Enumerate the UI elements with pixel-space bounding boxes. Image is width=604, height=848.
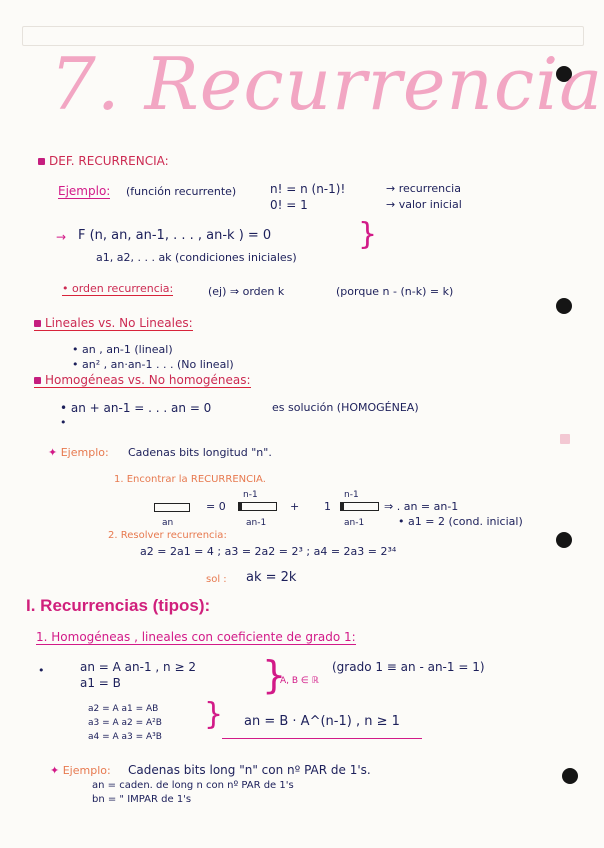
ejemplo2-label: Ejemplo: bbox=[60, 446, 109, 459]
box-lab-an1: an-1 bbox=[246, 518, 267, 528]
arrow-icon: → bbox=[56, 230, 67, 244]
page-title: 7. Recurrencia bbox=[50, 42, 604, 126]
box-eq-a: = 0 bbox=[206, 500, 226, 513]
box-result2-text: a1 = 2 (cond. inicial) bbox=[408, 515, 523, 528]
homog-heading-text: Homogéneas vs. No homogéneas: bbox=[45, 373, 251, 387]
def-heading-text: DEF. RECURRENCIA: bbox=[49, 154, 169, 168]
ejemplo2-line: ✦ Ejemplo: bbox=[48, 446, 109, 459]
ej3-bn: bn = " IMPAR de 1's bbox=[92, 794, 192, 805]
bit-string-box bbox=[238, 502, 277, 511]
ejemplo1-eq1-note: → recurrencia bbox=[386, 182, 461, 195]
box-result2: • a1 = 2 (cond. inicial) bbox=[398, 515, 523, 528]
box-top2: n-1 bbox=[344, 490, 359, 500]
ejemplo1-eq2: 0! = 1 bbox=[270, 198, 308, 212]
brace-icon: } bbox=[358, 217, 378, 252]
lineales-heading bbox=[34, 316, 193, 331]
sub1-eq1: an = A an-1 , n ≥ 2 bbox=[80, 660, 196, 674]
box-result1: ⇒ . an = an-1 bbox=[384, 500, 459, 513]
sub1-params: A, B ∈ ℝ bbox=[280, 676, 319, 686]
lineales-heading-text: Lineales vs. No Lineales: bbox=[45, 316, 193, 330]
punch-hole bbox=[562, 768, 578, 784]
orden-label-text: orden recurrencia: bbox=[72, 282, 174, 295]
step2: 2. Resolver recurrencia: bbox=[108, 530, 227, 541]
bullet-icon bbox=[38, 158, 45, 165]
section-heading: I. Recurrencias (tipos): bbox=[26, 596, 211, 615]
box-eq-plus: + bbox=[290, 500, 300, 513]
margin-tab bbox=[560, 434, 570, 444]
orden-note: (porque n - (n-k) = k) bbox=[336, 285, 454, 298]
ejemplo1-text: (función recurrente) bbox=[126, 185, 237, 198]
empty-bullet: • bbox=[60, 416, 67, 429]
brace-icon: } bbox=[262, 653, 287, 697]
initial-conditions: a1, a2, . . . ak (condiciones iniciales) bbox=[96, 251, 297, 264]
sol-eq: ak = 2k bbox=[246, 570, 297, 585]
ejemplo3-text: Cadenas bits long "n" con nº PAR de 1's. bbox=[128, 763, 371, 777]
subsection-heading: 1. Homogéneas , lineales con coeficiente de grado 1: bbox=[36, 630, 356, 644]
nolineal-example-text: an² , an·an-1 . . . (No lineal) bbox=[82, 358, 234, 371]
dot: • bbox=[38, 664, 45, 677]
homog-example-text: an + an-1 = . . . an = 0 bbox=[70, 401, 212, 415]
ejemplo1-label: Ejemplo: bbox=[58, 184, 111, 198]
sub1-c1: a2 = A a1 = AB bbox=[88, 704, 159, 714]
bit-string-box bbox=[154, 503, 190, 512]
lineal-example: • an , an-1 (lineal) bbox=[72, 343, 173, 356]
homog-note: es solución (HOMOGÉNEA) bbox=[272, 401, 419, 414]
ejemplo2-text: Cadenas bits longitud "n". bbox=[128, 446, 272, 459]
lineal-example-text: an , an-1 (lineal) bbox=[82, 343, 173, 356]
box-eq-one: 1 bbox=[324, 500, 331, 513]
sub1-eq2: a1 = B bbox=[80, 676, 121, 690]
box-lab-an: an bbox=[162, 518, 174, 528]
brace-icon: } bbox=[204, 697, 224, 732]
bullet-icon bbox=[34, 377, 41, 384]
result-underline bbox=[222, 738, 422, 739]
orden-text: (ej) ⇒ orden k bbox=[208, 285, 285, 298]
bullet-icon bbox=[34, 320, 41, 327]
box-top1: n-1 bbox=[243, 490, 258, 500]
punch-hole bbox=[556, 298, 572, 314]
box-lab-an1b: an-1 bbox=[344, 518, 365, 528]
homog-heading bbox=[34, 373, 251, 388]
step2-eq: a2 = 2a1 = 4 ; a3 = 2a2 = 2³ ; a4 = 2a3 = 2³⁴ bbox=[140, 545, 397, 558]
ejemplo1-eq2-note: → valor inicial bbox=[386, 198, 462, 211]
general-form: F (n, an, an-1, . . . , an-k ) = 0 bbox=[78, 228, 272, 243]
sub1-result: an = B · A^(n-1) , n ≥ 1 bbox=[244, 714, 400, 729]
punch-hole bbox=[556, 532, 572, 548]
sub1-c2: a3 = A a2 = A²B bbox=[88, 718, 162, 728]
orden-label: • orden recurrencia: bbox=[62, 282, 174, 295]
ejemplo3-line: ✦ Ejemplo: bbox=[50, 764, 111, 777]
nolineal-example: • an² , an·an-1 . . . (No lineal) bbox=[72, 358, 234, 371]
ejemplo1-eq1: n! = n (n-1)! bbox=[270, 182, 346, 196]
sub1-grado: (grado 1 ≡ an - an-1 = 1) bbox=[332, 660, 485, 674]
step1: 1. Encontrar la RECURRENCIA. bbox=[114, 474, 266, 485]
def-heading bbox=[38, 154, 169, 168]
bit-string-box bbox=[340, 502, 379, 511]
sol-label: sol : bbox=[206, 574, 227, 585]
homog-example: • an + an-1 = . . . an = 0 bbox=[60, 401, 212, 415]
sub1-c3: a4 = A a3 = A³B bbox=[88, 732, 162, 742]
ej3-an: an = caden. de long n con nº PAR de 1's bbox=[92, 780, 294, 791]
ejemplo3-label: Ejemplo: bbox=[62, 764, 111, 777]
